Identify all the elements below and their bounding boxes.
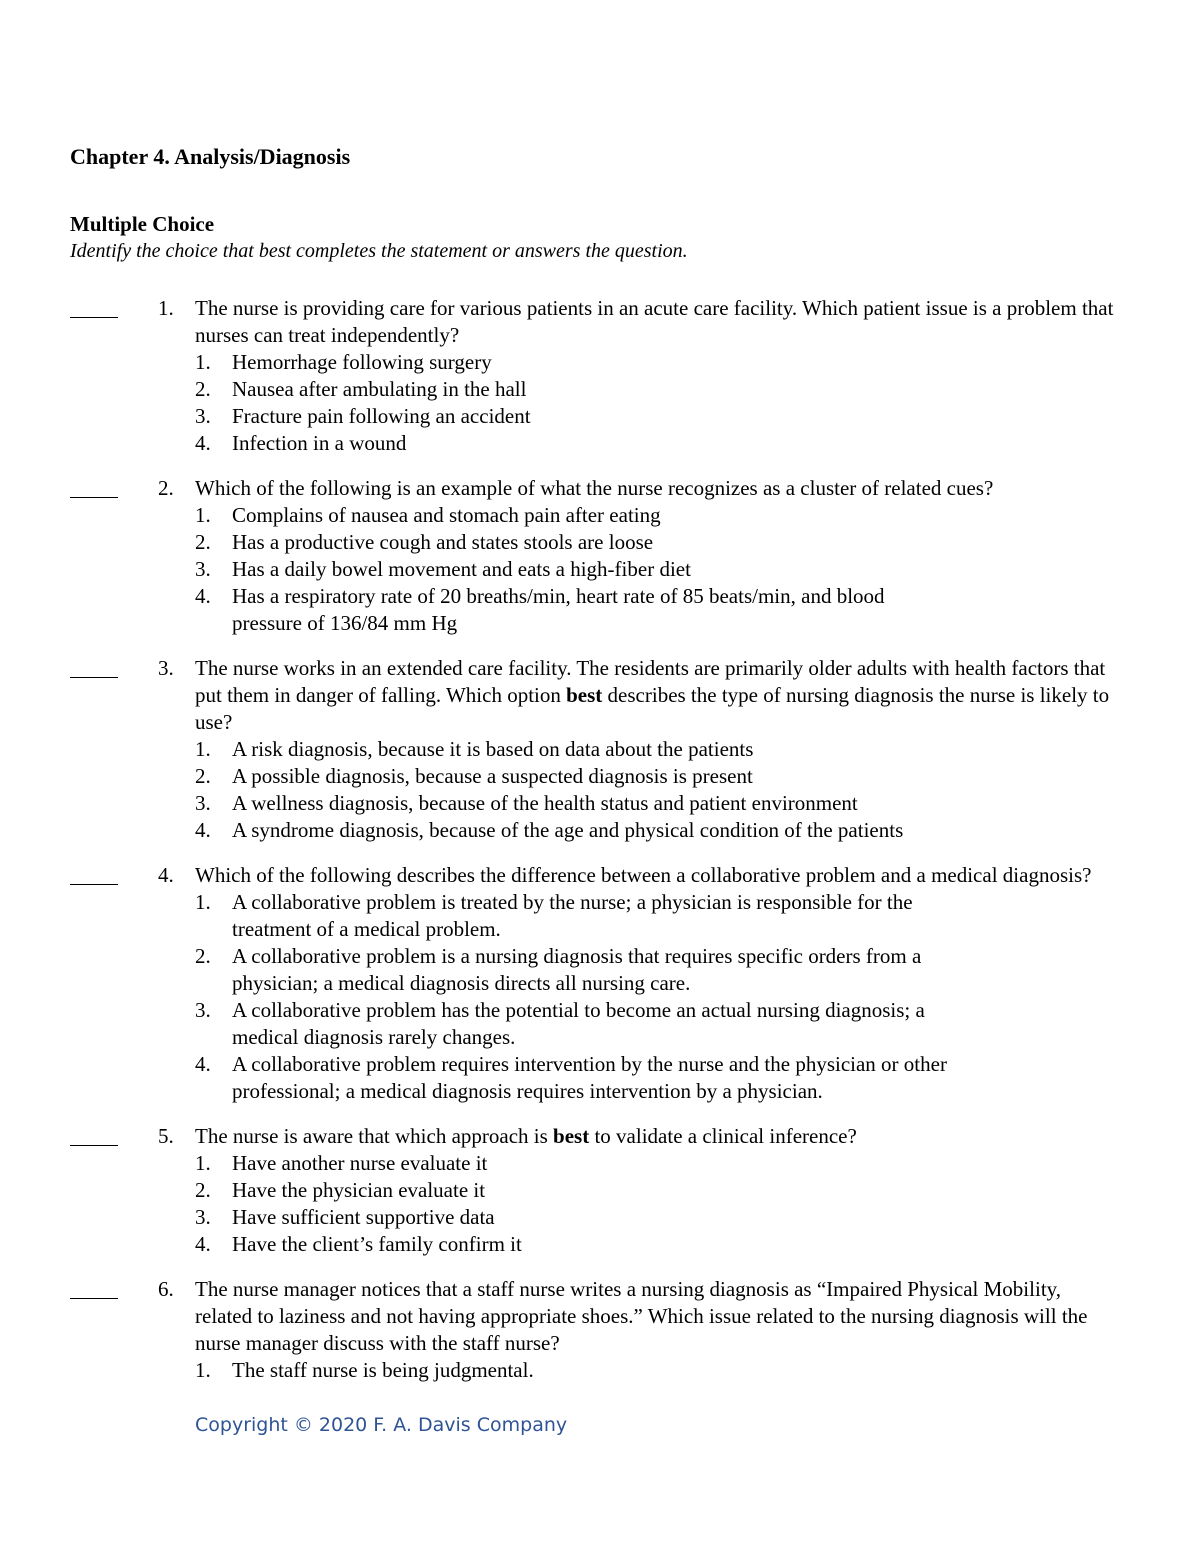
option-number: 1. xyxy=(195,503,211,527)
option-text: Have another nurse evaluate it xyxy=(232,1151,488,1175)
question-stem xyxy=(195,1123,1115,1150)
option-2[interactable] xyxy=(195,1177,995,1204)
option-number: 4. xyxy=(195,431,211,455)
question-6 xyxy=(0,1276,1200,1384)
option-number: 2. xyxy=(195,764,211,788)
option-1[interactable] xyxy=(195,736,995,763)
option-4[interactable] xyxy=(195,430,995,457)
question-number: 6. xyxy=(158,1277,174,1301)
option-list xyxy=(0,889,1200,1105)
option-number: 2. xyxy=(195,377,211,401)
option-4[interactable] xyxy=(195,817,1015,844)
option-number: 4. xyxy=(195,1232,211,1256)
option-number: 1. xyxy=(195,350,211,374)
option-number: 4. xyxy=(195,1052,211,1076)
option-text: Infection in a wound xyxy=(232,431,407,455)
answer-blank[interactable] xyxy=(70,862,118,885)
option-3[interactable] xyxy=(195,403,995,430)
question-5 xyxy=(0,1123,1200,1258)
option-number: 3. xyxy=(195,557,211,581)
question-number: 4. xyxy=(158,863,174,887)
option-number: 3. xyxy=(195,404,211,428)
chapter-title: Chapter 4. Analysis/Diagnosis xyxy=(70,144,351,169)
stem-text: The nurse is aware that which approach is xyxy=(195,1124,554,1148)
option-1[interactable] xyxy=(195,502,995,529)
question-number: 2. xyxy=(158,476,174,500)
option-list xyxy=(0,736,1200,844)
option-3[interactable] xyxy=(195,997,995,1051)
option-text: A syndrome diagnosis, because of the age and physical condition of the patients xyxy=(232,818,904,842)
option-text: Has a respiratory rate of 20 breaths/min, heart rate of 85 beats/min, and blood pressure of 136/84 mm Hg xyxy=(232,584,885,635)
instructions: Identify the choice that best completes the statement or answers the question. xyxy=(70,240,688,262)
option-number: 3. xyxy=(195,1205,211,1229)
option-number: 1. xyxy=(195,737,211,761)
option-list xyxy=(0,1357,1200,1384)
section-heading: Multiple Choice xyxy=(70,212,215,236)
option-text: A wellness diagnosis, because of the health status and patient environment xyxy=(232,791,858,815)
stem-text: Which of the following is an example of what the nurse recognizes as a cluster of related cues? xyxy=(195,476,994,500)
option-list xyxy=(0,1150,1200,1258)
answer-blank[interactable] xyxy=(70,655,118,678)
option-1[interactable] xyxy=(195,1357,995,1384)
copyright-footer: Copyright © 2020 F. A. Davis Company xyxy=(195,1414,568,1436)
option-2[interactable] xyxy=(195,763,995,790)
option-text: Have the client’s family confirm it xyxy=(232,1232,522,1256)
question-4 xyxy=(0,862,1200,1105)
option-text: Has a productive cough and states stools are loose xyxy=(232,530,654,554)
question-stem xyxy=(195,475,1115,502)
option-text: Have sufficient supportive data xyxy=(232,1205,495,1229)
option-3[interactable] xyxy=(195,790,995,817)
option-number: 2. xyxy=(195,1178,211,1202)
option-3[interactable] xyxy=(195,1204,995,1231)
stem-text: Which of the following describes the difference between a collaborative problem and a medical diagnosis? xyxy=(195,863,1092,887)
option-number: 1. xyxy=(195,1151,211,1175)
option-list xyxy=(0,502,1200,637)
option-text: Nausea after ambulating in the hall xyxy=(232,377,527,401)
option-1[interactable] xyxy=(195,1150,995,1177)
question-2 xyxy=(0,475,1200,637)
option-number: 2. xyxy=(195,944,211,968)
option-text: Fracture pain following an accident xyxy=(232,404,531,428)
option-4[interactable] xyxy=(195,1231,995,1258)
question-number: 1. xyxy=(158,296,174,320)
option-text: Hemorrhage following surgery xyxy=(232,350,492,374)
question-stem xyxy=(195,655,1115,736)
stem-text: describes the type of nursing diagnosis the nurse is likely to use? xyxy=(195,683,1110,734)
option-list xyxy=(0,349,1200,457)
option-text: The staff nurse is being judgmental. xyxy=(232,1358,534,1382)
answer-blank[interactable] xyxy=(70,475,118,498)
option-number: 1. xyxy=(195,1358,211,1382)
option-text: A collaborative problem is a nursing diagnosis that requires specific orders from a physician; a medical diagnosis directs all nursing care. xyxy=(232,944,922,995)
option-4[interactable] xyxy=(195,583,935,637)
question-number: 3. xyxy=(158,656,174,680)
option-4[interactable] xyxy=(195,1051,965,1105)
stem-text: The nurse manager notices that a staff nurse writes a nursing diagnosis as “Impaired Physical Mobility, related to laziness and not having appropriate shoes.” Which issue related to the nursing diagnosis will the nurse manager discuss with the staff nurse? xyxy=(195,1277,1088,1355)
option-2[interactable] xyxy=(195,943,995,997)
option-text: A possible diagnosis, because a suspected diagnosis is present xyxy=(232,764,753,788)
question-3 xyxy=(0,655,1200,844)
question-number: 5. xyxy=(158,1124,174,1148)
option-text: A collaborative problem has the potential to become an actual nursing diagnosis; a medical diagnosis rarely changes. xyxy=(232,998,925,1049)
option-number: 4. xyxy=(195,584,211,608)
option-number: 3. xyxy=(195,998,211,1022)
option-text: A collaborative problem is treated by the nurse; a physician is responsible for the treatment of a medical problem. xyxy=(232,890,913,941)
option-1[interactable] xyxy=(195,349,995,376)
option-text: Complains of nausea and stomach pain after eating xyxy=(232,503,661,527)
option-text: Has a daily bowel movement and eats a high-fiber diet xyxy=(232,557,691,581)
answer-blank[interactable] xyxy=(70,1123,118,1146)
option-number: 1. xyxy=(195,890,211,914)
answer-blank[interactable] xyxy=(70,1276,118,1299)
option-2[interactable] xyxy=(195,529,995,556)
option-text: Have the physician evaluate it xyxy=(232,1178,486,1202)
question-list xyxy=(0,295,1200,1402)
option-text: A collaborative problem requires intervention by the nurse and the physician or other professional; a medical diagnosis requires intervention by a physician. xyxy=(232,1052,947,1103)
option-number: 4. xyxy=(195,818,211,842)
stem-emphasis: best xyxy=(566,683,603,707)
question-stem xyxy=(195,295,1115,349)
question-stem xyxy=(195,1276,1115,1357)
answer-blank[interactable] xyxy=(70,295,118,318)
option-1[interactable] xyxy=(195,889,995,943)
stem-emphasis: best xyxy=(553,1124,590,1148)
option-number: 2. xyxy=(195,530,211,554)
option-3[interactable] xyxy=(195,556,995,583)
stem-text: The nurse is providing care for various patients in an acute care facility. Which patient issue is a problem that nurses can treat independently? xyxy=(195,296,1114,347)
question-stem xyxy=(195,862,1115,889)
option-text: A risk diagnosis, because it is based on data about the patients xyxy=(232,737,754,761)
option-2[interactable] xyxy=(195,376,995,403)
option-number: 3. xyxy=(195,791,211,815)
question-1 xyxy=(0,295,1200,457)
stem-text: The nurse works in an extended care facility. The residents are primarily older adults with health factors that put them in danger of falling. Which option xyxy=(195,656,1106,707)
stem-text: to validate a clinical inference? xyxy=(589,1124,857,1148)
